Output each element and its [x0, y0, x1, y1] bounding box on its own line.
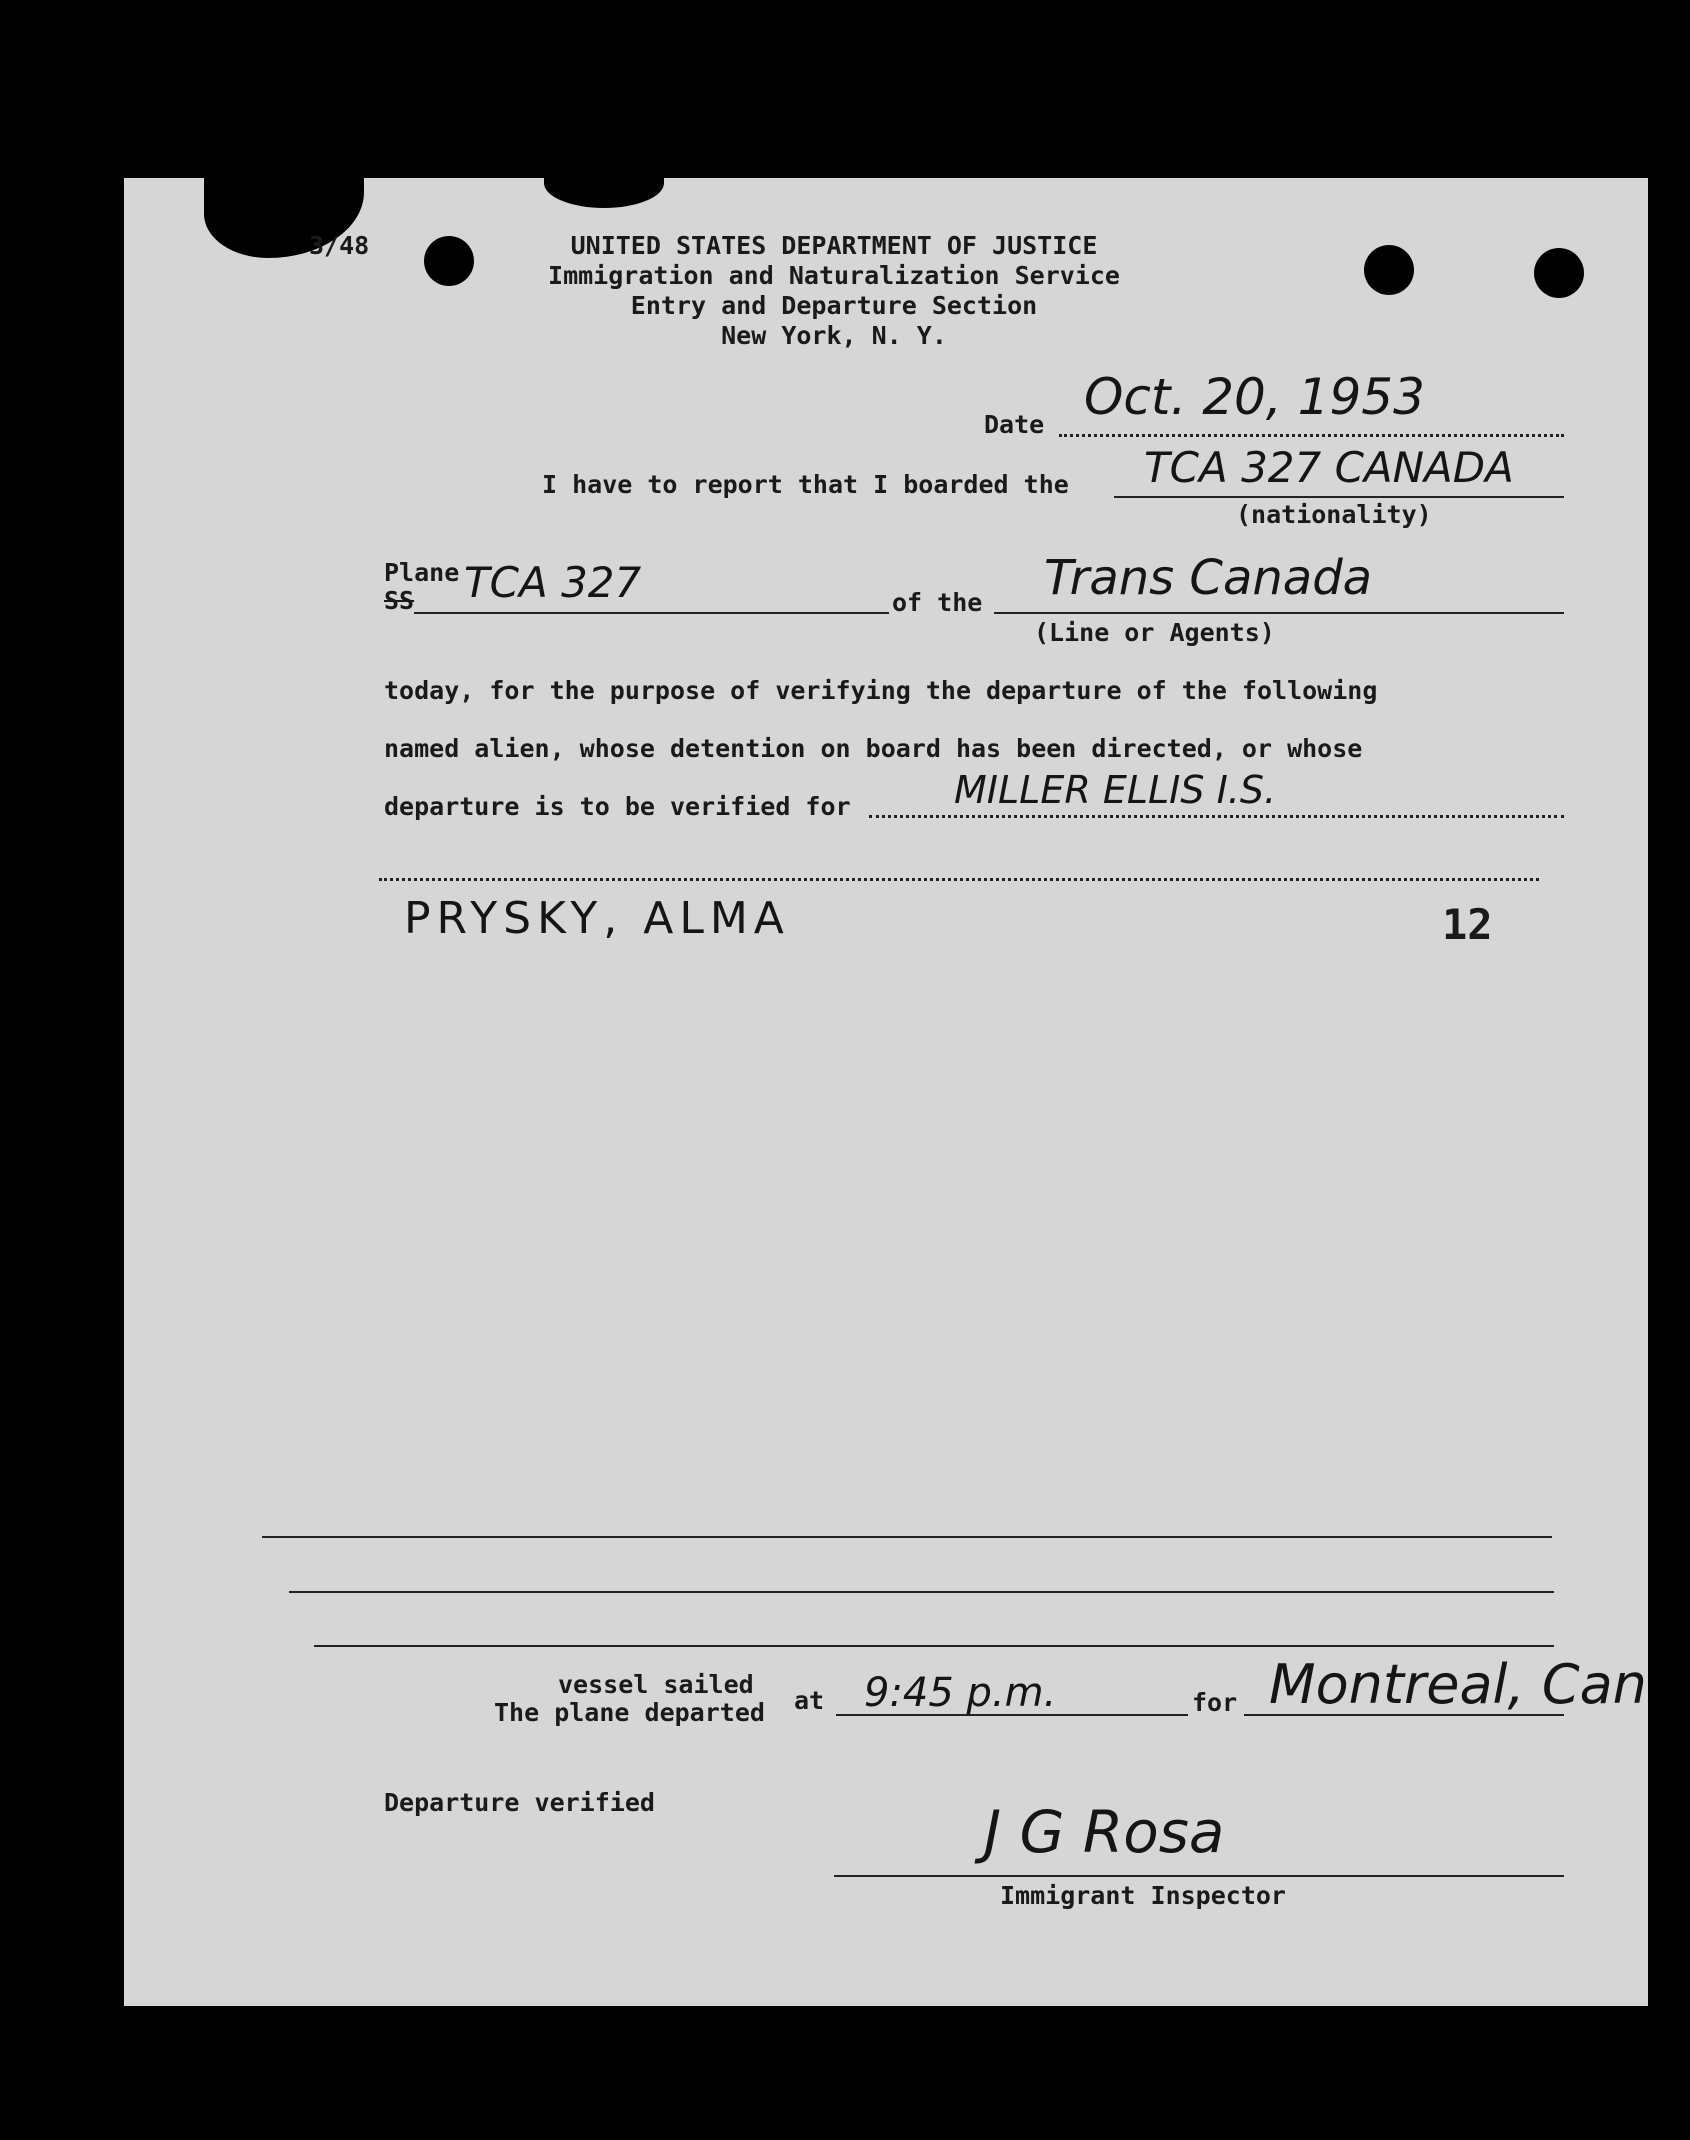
of-the-label: of the	[892, 588, 983, 617]
header-department: UNITED STATES DEPARTMENT OF JUSTICE	[570, 231, 1098, 260]
boarding-text: I have to report that I boarded the	[542, 470, 1069, 499]
torn-top-edge	[544, 178, 664, 208]
departure-time: 9:45 p.m.	[864, 1670, 1057, 1716]
signature-line	[834, 1875, 1564, 1877]
vessel-sailed-label: vessel sailed	[558, 1670, 754, 1699]
boarding-line	[1114, 496, 1564, 498]
blank-line-1	[262, 1536, 1552, 1538]
header-city: New York, N. Y.	[721, 321, 947, 350]
boarding-value: TCA 327 CANADA	[1144, 443, 1514, 492]
at-label: at	[794, 1686, 825, 1715]
inspector-title: Immigrant Inspector	[1000, 1881, 1286, 1910]
file-number: 3/48	[309, 231, 370, 260]
departure-verified-label: Departure verified	[384, 1788, 655, 1817]
punch-hole-right-1	[1364, 245, 1414, 295]
ss-label: SS	[384, 586, 415, 615]
punch-hole-left	[424, 236, 474, 286]
date-line	[1059, 434, 1564, 437]
header-service: Immigration and Naturalization Service	[548, 261, 1120, 290]
document-page	[124, 178, 1648, 2006]
body-line-2: named alien, whose detention on board has been directed, or whose	[384, 734, 1363, 763]
inspector-signature: J G Rosa	[984, 1798, 1225, 1866]
separator-dotted-line	[379, 878, 1539, 881]
body-line-3: departure is to be verified for	[384, 792, 851, 821]
page-number: 12	[1442, 900, 1493, 949]
verified-for-value: MILLER ELLIS I.S.	[954, 768, 1277, 812]
for-label: for	[1192, 1688, 1238, 1717]
nationality-caption: (nationality)	[1236, 500, 1432, 529]
line-agents-caption: (Line or Agents)	[1034, 618, 1275, 647]
verified-for-line	[869, 815, 1564, 818]
line-agents-value: Trans Canada	[1044, 550, 1373, 606]
alien-name: PRYSKY, ALMA	[404, 893, 790, 944]
blank-line-2	[289, 1591, 1554, 1593]
header-section: Entry and Departure Section	[630, 291, 1038, 320]
punch-hole-right-2	[1534, 248, 1584, 298]
plane-label: Plane	[384, 558, 460, 587]
date-value: Oct. 20, 1953	[1084, 368, 1425, 426]
body-line-1: today, for the purpose of verifying the departure of the following	[384, 676, 1378, 705]
date-label: Date	[984, 410, 1045, 439]
blank-line-3	[314, 1645, 1554, 1647]
vessel-value: TCA 327	[464, 558, 642, 607]
destination-value: Montreal, Can	[1269, 1653, 1647, 1716]
line-agents-line	[994, 612, 1564, 614]
vessel-line	[414, 612, 889, 614]
plane-departed-label: The plane departed	[494, 1698, 765, 1727]
